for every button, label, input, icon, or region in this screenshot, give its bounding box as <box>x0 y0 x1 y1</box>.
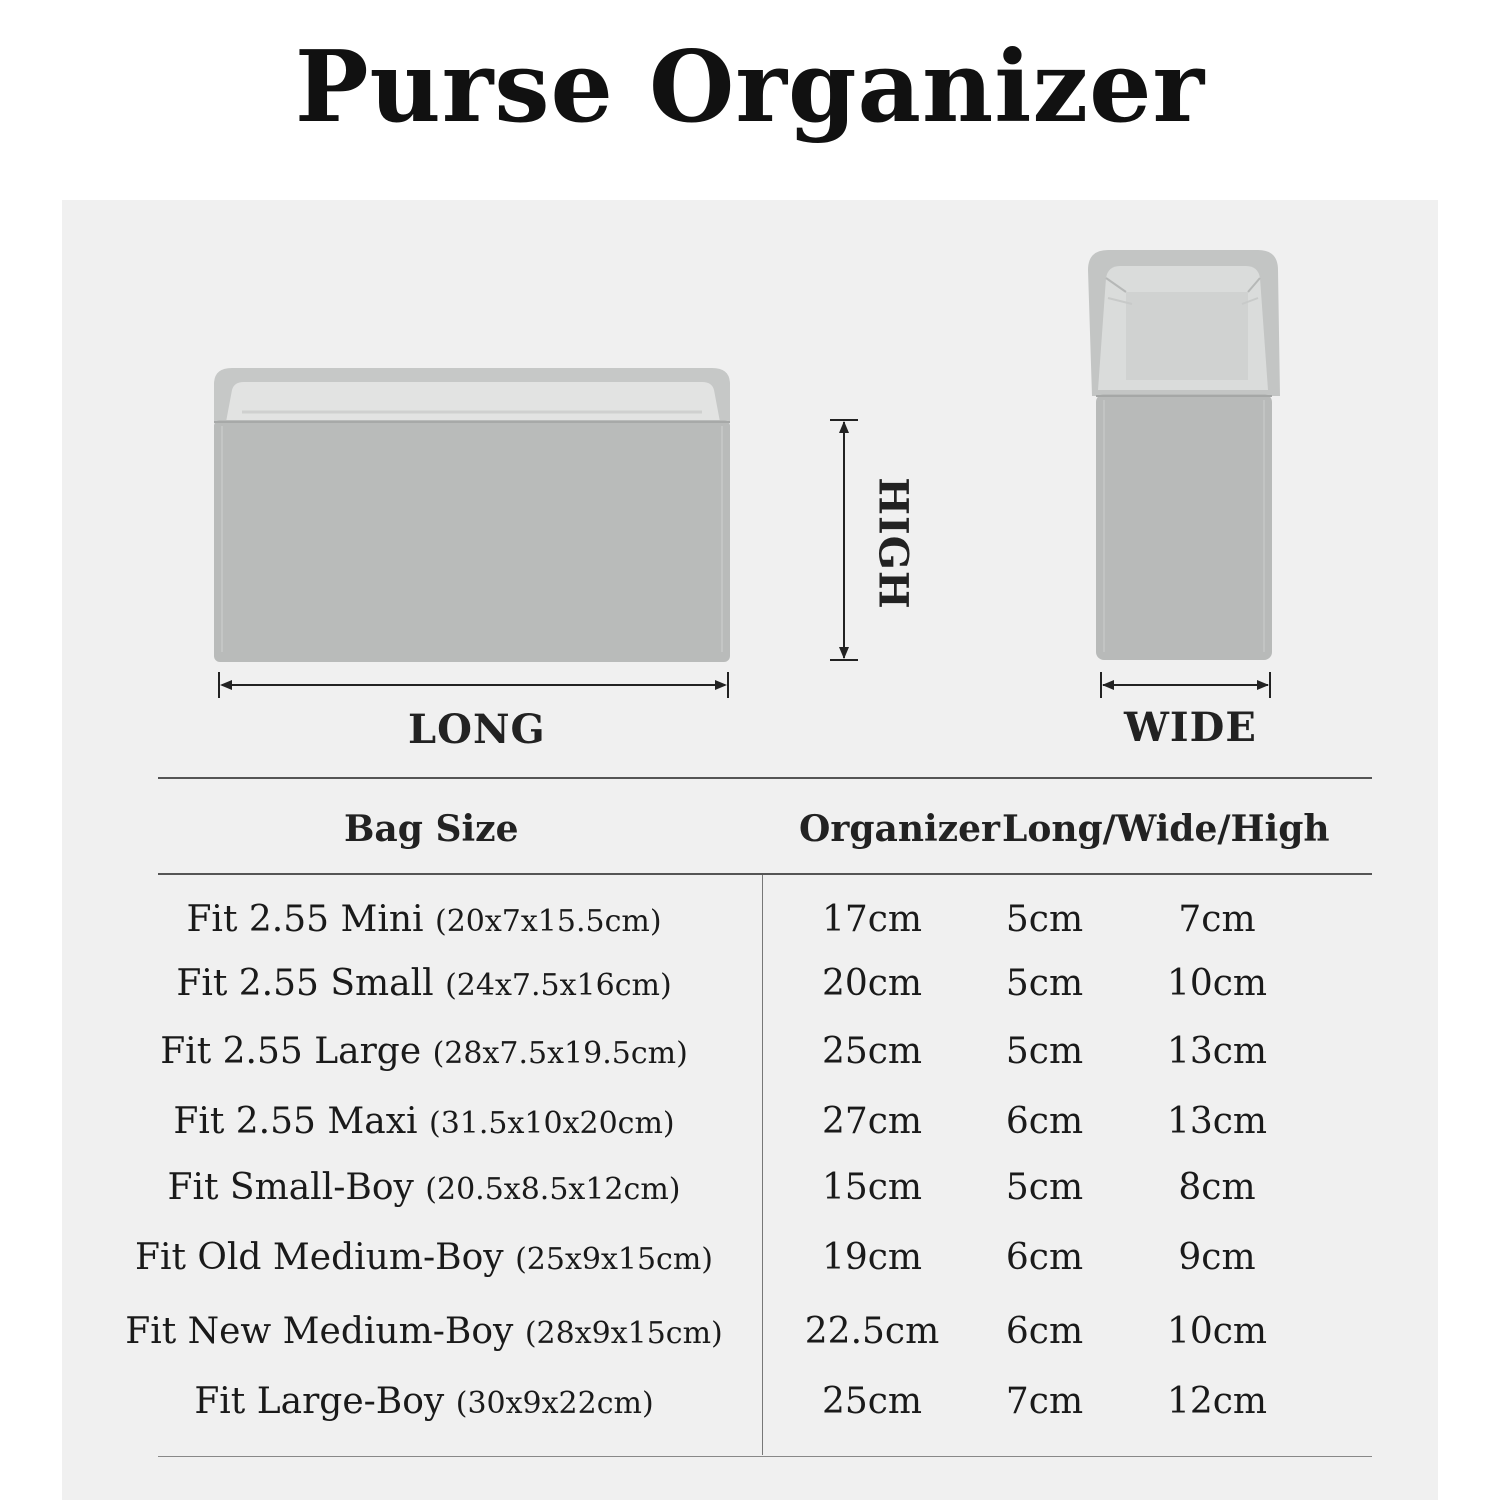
table-row <box>62 890 1438 950</box>
organizer-wide-cell: 6cm <box>1005 1237 1084 1278</box>
organizer-long-cell: 22.5cm <box>804 1311 940 1352</box>
organizer-high-cell: 9cm <box>1178 1237 1256 1278</box>
long-label: LONG <box>408 706 546 753</box>
table-row <box>62 1228 1438 1288</box>
high-dimension-arrow <box>830 420 858 660</box>
header-organizer: Organizer <box>799 808 1000 850</box>
organizer-high-cell: 13cm <box>1166 1031 1268 1072</box>
organizer-long-cell: 20cm <box>821 963 923 1004</box>
long-dimension-arrow <box>219 672 728 698</box>
table-row <box>62 1372 1438 1432</box>
table-row <box>62 1022 1438 1082</box>
organizer-high-cell: 10cm <box>1166 1311 1268 1352</box>
bag-size-cell: Fit 2.55 Maxi (31.5x10x20cm) <box>173 1101 675 1142</box>
bag-size-cell: Fit 2.55 Small (24x7.5x16cm) <box>176 963 672 1004</box>
content-panel <box>62 200 1438 1500</box>
organizer-wide-cell: 5cm <box>1005 1031 1084 1072</box>
bag-size-cell: Fit Old Medium-Boy (25x9x15cm) <box>135 1237 713 1278</box>
bag-size-cell: Fit New Medium-Boy (28x9x15cm) <box>125 1311 723 1352</box>
wide-dimension-arrow <box>1101 672 1270 698</box>
organizer-wide-cell: 6cm <box>1005 1311 1084 1352</box>
organizer-long-cell: 27cm <box>821 1101 923 1142</box>
organizer-wide-cell: 5cm <box>1005 1167 1084 1208</box>
organizer-high-cell: 7cm <box>1178 899 1256 940</box>
organizer-long-cell: 19cm <box>821 1237 923 1278</box>
high-label: HIGH <box>869 477 917 610</box>
organizer-front-view <box>214 368 730 662</box>
table-bottom-rule <box>158 1456 1372 1457</box>
wide-label: WIDE <box>1124 704 1257 751</box>
table-row <box>62 954 1438 1014</box>
table-row <box>62 1158 1438 1218</box>
organizer-high-cell: 13cm <box>1166 1101 1268 1142</box>
organizer-side-view <box>1088 250 1280 660</box>
organizer-long-cell: 25cm <box>821 1381 923 1422</box>
table-row <box>62 1092 1438 1152</box>
organizer-high-cell: 8cm <box>1178 1167 1256 1208</box>
organizer-wide-cell: 5cm <box>1005 963 1084 1004</box>
organizer-long-cell: 15cm <box>821 1167 923 1208</box>
organizer-high-cell: 12cm <box>1166 1381 1268 1422</box>
bag-size-cell: Fit Large-Boy (30x9x22cm) <box>194 1381 654 1422</box>
page-title: Purse Organizer <box>294 30 1206 145</box>
bag-size-cell: Fit 2.55 Mini (20x7x15.5cm) <box>186 899 662 940</box>
organizer-wide-cell: 5cm <box>1005 899 1084 940</box>
header-dimensions: Long/Wide/High <box>1002 808 1330 850</box>
organizer-high-cell: 10cm <box>1166 963 1268 1004</box>
header-bag-size: Bag Size <box>344 808 519 850</box>
organizer-long-cell: 17cm <box>821 899 923 940</box>
organizer-long-cell: 25cm <box>821 1031 923 1072</box>
bag-size-cell: Fit Small-Boy (20.5x8.5x12cm) <box>167 1167 681 1208</box>
organizer-wide-cell: 6cm <box>1005 1101 1084 1142</box>
bag-size-cell: Fit 2.55 Large (28x7.5x19.5cm) <box>160 1031 688 1072</box>
table-row <box>62 1302 1438 1362</box>
header-bottom-rule <box>158 873 1372 875</box>
table-top-rule <box>158 777 1372 779</box>
organizer-wide-cell: 7cm <box>1005 1381 1084 1422</box>
